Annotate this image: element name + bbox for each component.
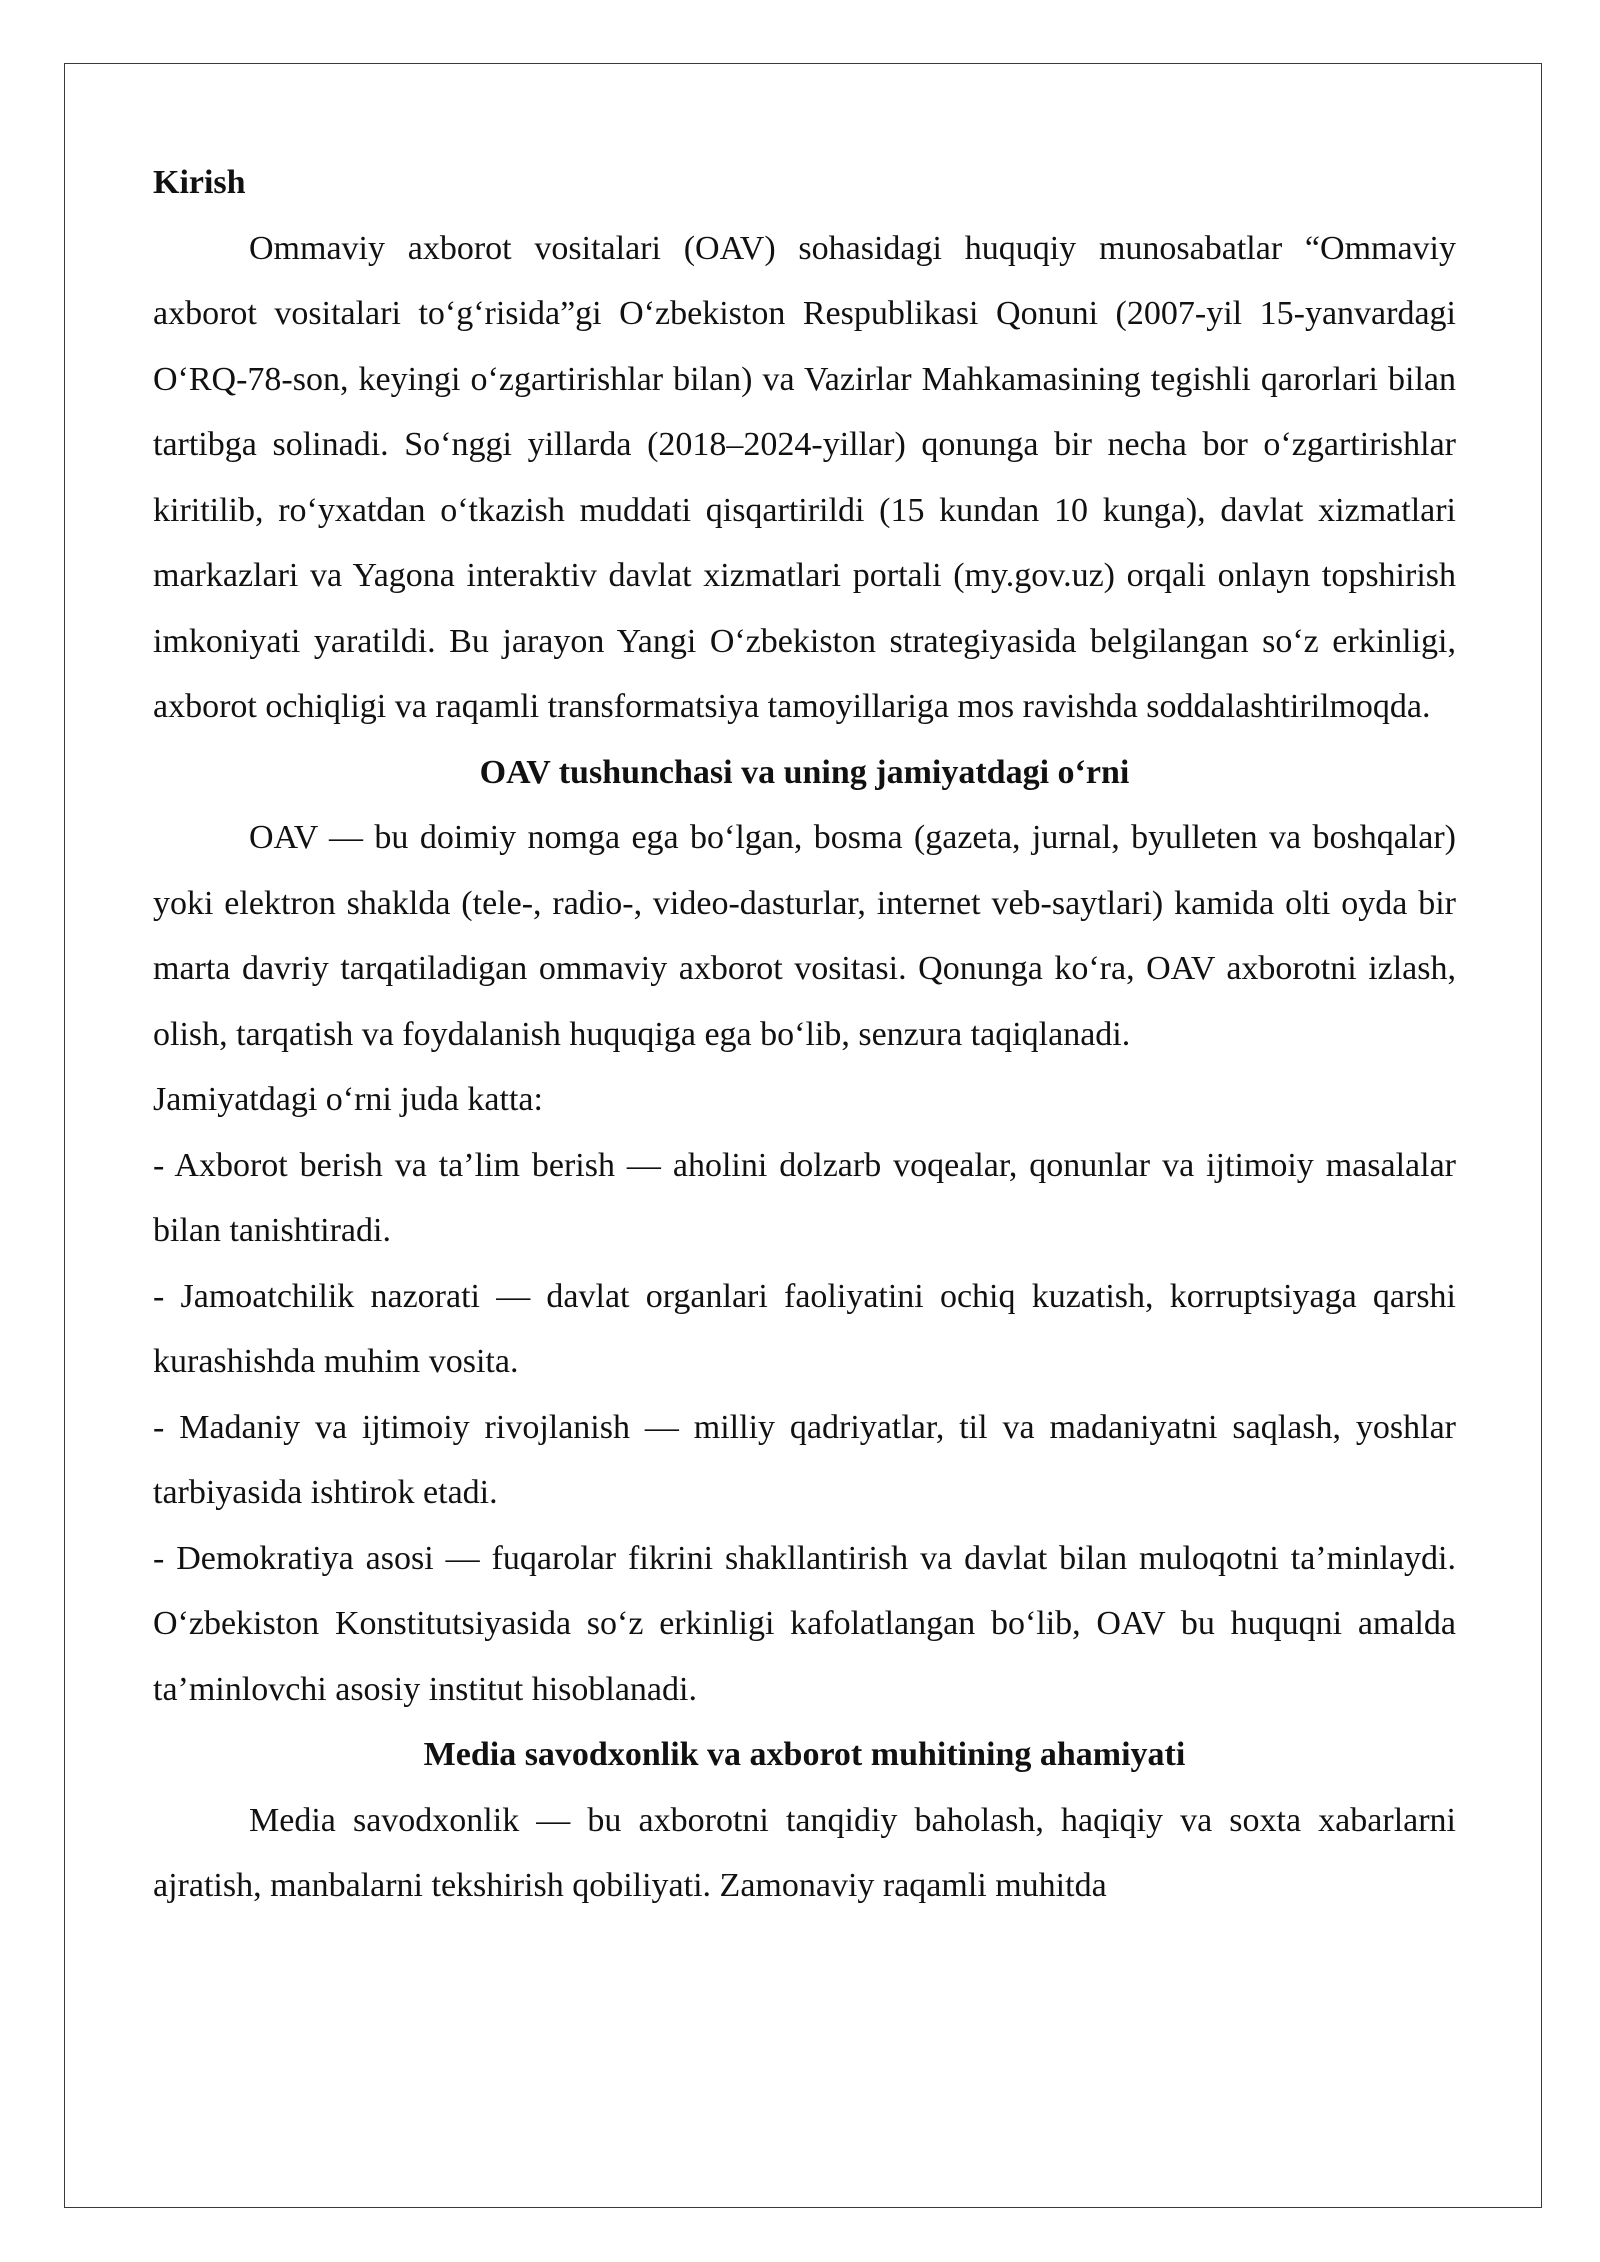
section1-paragraph: OAV — bu doimiy nomga ega bo‘lgan, bosma (gazeta, jurnal, byulleten va boshqalar) yoki elektron shaklda (tele-, radio-, video-dasturlar, internet veb-saytlari) kamida olti oyda bir marta davriy tarqatiladigan ommaviy axborot vositasi. Qonunga ko‘ra, OAV axborotni izlash, olish, tarqatish va foydalanish huquqiga ega bo‘lib, senzura taqiqlanadi. bbox=[153, 819, 1456, 1053]
document-body bbox=[153, 150, 1456, 1919]
list-item-public-control: - Jamoatchilik nazorati — davlat organlari faoliyatini ochiq kuzatish, korruptsiyaga qarshi kurashishda muhim vosita. bbox=[153, 1277, 1456, 1380]
section1-role-intro: Jamiyatdagi o‘rni juda katta: bbox=[153, 1081, 543, 1118]
list-item-information: - Axborot berish va ta’lim berish — aholini dolzarb voqealar, qonunlar va ijtimoiy masalalar bilan tanishtiradi. bbox=[153, 1146, 1456, 1249]
intro-paragraph: Ommaviy axborot vositalari (OAV) sohasidagi huquqiy munosabatlar “Ommaviy axborot vositalari to‘g‘risida”gi O‘zbekiston Respublikasi Qonuni (2007-yil 15-yanvardagi O‘RQ-78-son, keyingi o‘zgartirishlar bilan) va Vazirlar Mahkamasining tegishli qarorlari bilan tartibga solinadi. So‘nggi yillarda (2018–2024-yillar) qonunga bir necha bor o‘zgartirishlar kiritilib, ro‘yxatdan o‘tkazish muddati qisqartirildi (15 kundan 10 kunga), davlat xizmatlari markazlari va Yagona interaktiv davlat xizmatlari portali (my.gov.uz) orqali onlayn topshirish imkoniyati yaratildi. Bu jarayon Yangi O‘zbekiston strategiyasida belgilangan so‘z erkinligi, axborot ochiqligi va raqamli transformatsiya tamoyillariga mos ravishda soddalashtirilmoqda. bbox=[153, 229, 1456, 725]
section1-heading: OAV tushunchasi va uning jamiyatdagi o‘rni bbox=[479, 753, 1130, 791]
section2-paragraph: Media savodxonlik — bu axborotni tanqidiy baholash, haqiqiy va soxta xabarlarni ajratish, manbalarni tekshirish qobiliyati. Zamonaviy raqamli muhitda bbox=[153, 1801, 1456, 1904]
section2-heading: Media savodxonlik va axborot muhitining ahamiyati bbox=[423, 1736, 1186, 1773]
list-item-cultural-development: - Madaniy va ijtimoiy rivojlanish — milliy qadriyatlar, til va madaniyatni saqlash, yoshlar tarbiyasida ishtirok etadi. bbox=[153, 1408, 1456, 1511]
intro-heading: Kirish bbox=[153, 164, 246, 201]
list-item-democracy: - Demokratiya asosi — fuqarolar fikrini shakllantirish va davlat bilan muloqotni ta’minlaydi. O‘zbekiston Konstitutsiyasida so‘z erkinligi kafolatlangan bo‘lib, OAV bu huquqni amalda ta’minlovchi asosiy institut hisoblanadi. bbox=[153, 1539, 1456, 1708]
